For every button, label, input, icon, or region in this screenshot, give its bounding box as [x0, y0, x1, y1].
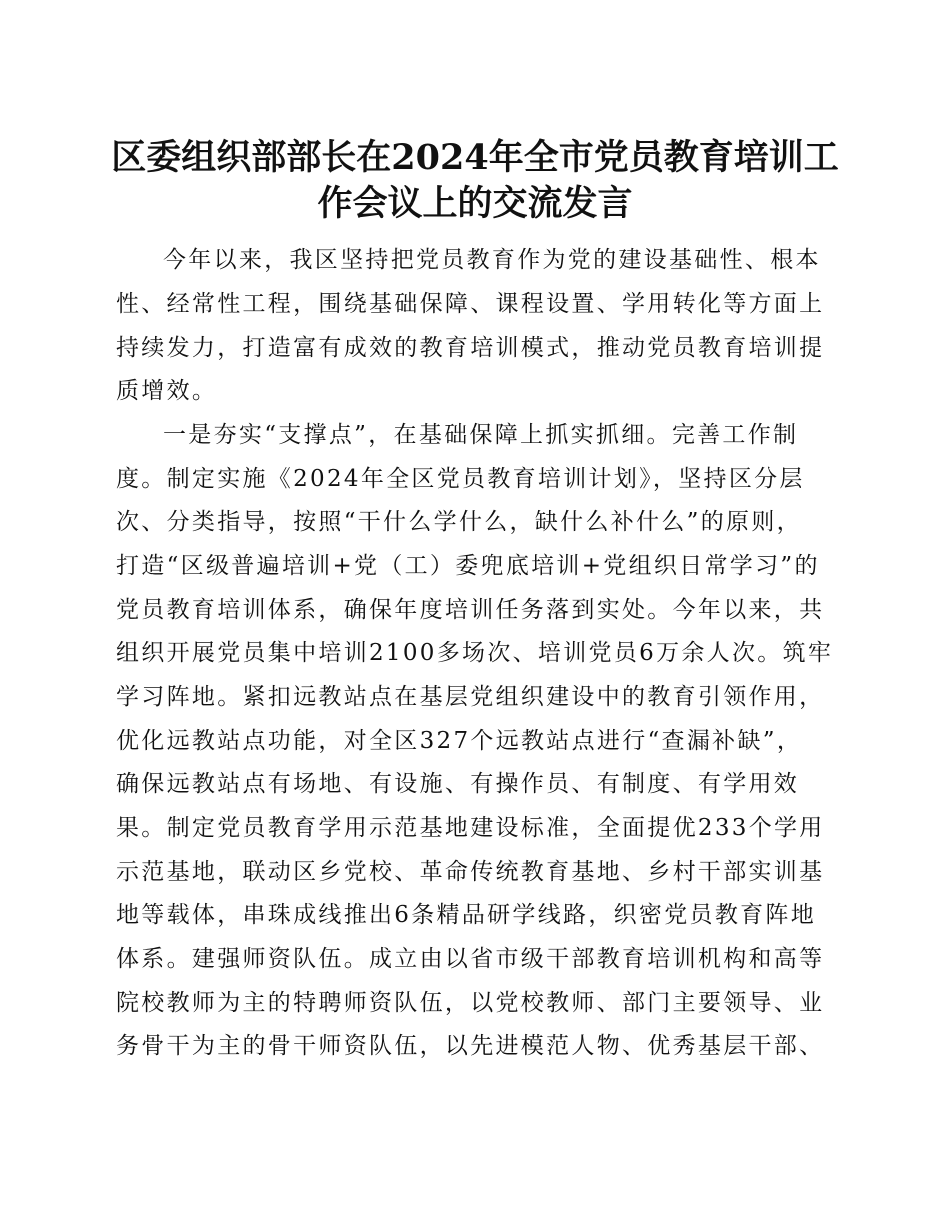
- document-title-line-2: 作会议上的交流发言: [317, 183, 633, 224]
- body-line-1: 今年以来，我区坚持把党员教育作为党的建设基础性、根本: [163, 247, 821, 273]
- body-line-3: 持续发力，打造富有成效的教育培训模式，推动党员教育培训提: [116, 335, 825, 361]
- body-line-4: 质增效。: [116, 378, 218, 404]
- body-line-8: 打造“区级普遍培训+党（工）委兜底培训+党组织日常学习”的: [116, 553, 820, 579]
- body-line-7: 次、分类指导，按照“干什么学什么，缺什么补什么”的原则，: [116, 509, 802, 535]
- body-line-9: 党员教育培训体系，确保年度培训任务落到实处。今年以来，共: [116, 597, 825, 623]
- body-line-19: 务骨干为主的骨干师资队伍，以先进模范人物、优秀基层干部、: [116, 1033, 825, 1059]
- body-line-15: 示范基地，联动区乡党校、革命传统教育基地、乡村干部实训基: [116, 859, 825, 885]
- body-line-11: 学习阵地。紧扣远教站点在基层党组织建设中的教育引领作用，: [116, 684, 825, 710]
- body-line-17: 体系。建强师资队伍。成立由以省市级干部教育培训机构和高等: [116, 946, 825, 972]
- body-line-12: 优化远教站点功能，对全区327个远教站点进行“查漏补缺”，: [116, 728, 803, 754]
- body-line-16: 地等载体，串珠成线推出6条精品研学线路，织密党员教育阵地: [116, 902, 817, 928]
- body-line-13: 确保远教站点有场地、有设施、有操作员、有制度、有学用效: [116, 771, 800, 797]
- body-line-18: 院校教师为主的特聘师资队伍，以党校教师、部门主要领导、业: [116, 990, 825, 1016]
- body-line-6: 度。制定实施《2024年全区党员教育培训计划》，坚持区分层: [116, 466, 805, 492]
- body-line-2: 性、经常性工程，围绕基础保障、课程设置、学用转化等方面上: [116, 291, 825, 317]
- document-title-line-1: 区委组织部部长在2024年全市党员教育培训工: [111, 137, 839, 178]
- body-line-5: 一是夯实“支撑点”，在基础保障上抓实抓细。完善工作制: [163, 422, 799, 448]
- body-line-10: 组织开展党员集中培训2100多场次、培训党员6万余人次。筑牢: [116, 640, 834, 666]
- body-line-14: 果。制定党员教育学用示范基地建设标准，全面提优233个学用: [116, 815, 825, 841]
